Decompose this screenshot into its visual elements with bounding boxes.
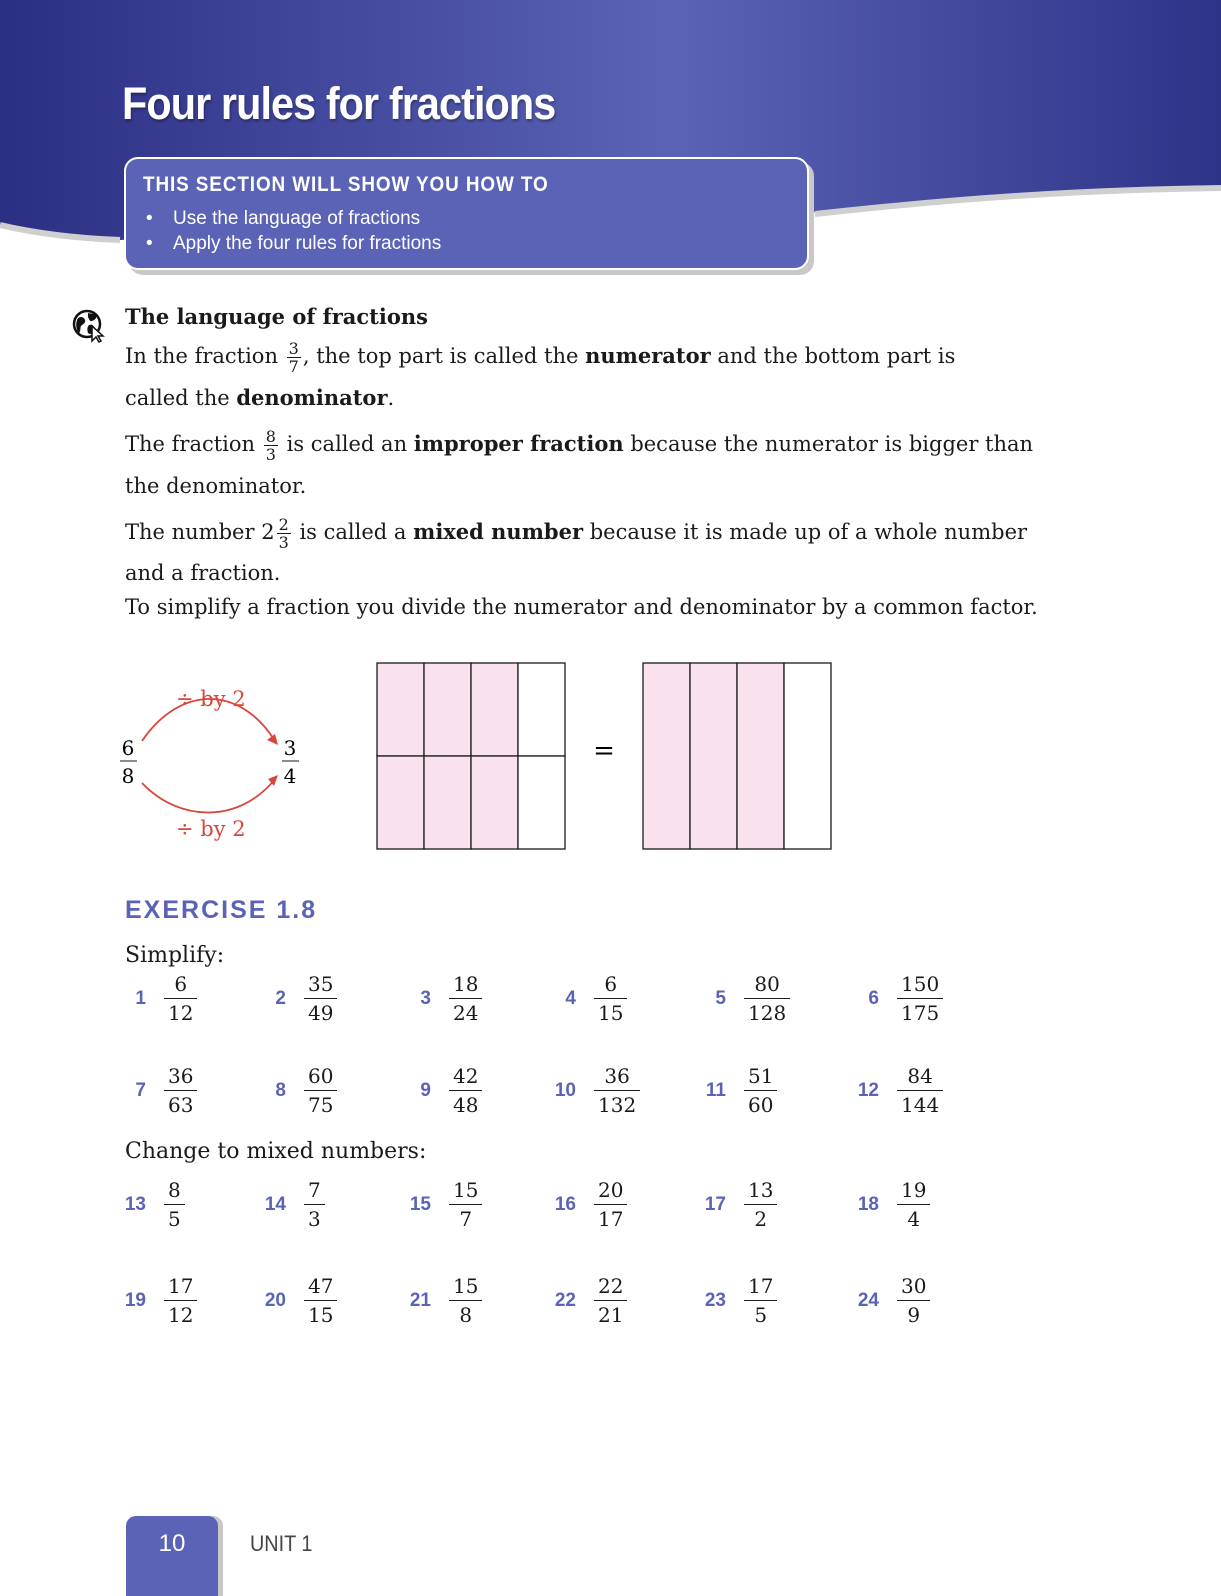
- globe-cursor-icon: [72, 309, 106, 343]
- denominator: 60: [748, 1093, 774, 1117]
- unit-label: UNIT 1: [250, 1531, 313, 1556]
- text: because the numerator is bigger than: [630, 432, 1034, 456]
- numerator: 42: [449, 1062, 482, 1091]
- numerator: 60: [304, 1062, 337, 1091]
- question-fraction: [744, 970, 790, 1027]
- numerator: 17: [744, 1272, 777, 1301]
- question-number: 22: [554, 1290, 576, 1311]
- numerator: 80: [744, 970, 790, 999]
- grid-three-quarters: [643, 663, 831, 849]
- question-fraction: [164, 1272, 197, 1329]
- text: is called a: [299, 520, 407, 544]
- simplify-label: Simplify:: [125, 943, 225, 968]
- divide-label-bottom: ÷ by 2: [176, 817, 246, 841]
- denominator: 12: [168, 1001, 194, 1025]
- numerator: 51: [744, 1062, 777, 1091]
- question-number: 19: [124, 1290, 146, 1311]
- denominator: 2: [754, 1207, 768, 1231]
- question-number: 6: [868, 988, 879, 1009]
- numerator: 84: [897, 1062, 943, 1091]
- left-denominator: 8: [121, 764, 135, 788]
- question-fraction: [594, 1062, 640, 1119]
- denominator: 3: [265, 445, 276, 464]
- denominator: 75: [308, 1093, 334, 1117]
- question-number: 4: [565, 988, 576, 1009]
- question-number: 16: [554, 1194, 576, 1215]
- question-number: 17: [704, 1194, 726, 1215]
- question-number: 8: [275, 1080, 286, 1101]
- paragraph-mixed-line2: [125, 561, 280, 585]
- question-number: 21: [409, 1290, 431, 1311]
- term-mixed-number: mixed number: [413, 519, 584, 544]
- paragraph-improper-line2: [125, 474, 306, 498]
- numerator: 8: [164, 1176, 185, 1205]
- text: , the top part is called the: [302, 344, 579, 368]
- denominator: 132: [598, 1093, 637, 1117]
- question-number: 2: [275, 988, 286, 1009]
- paragraph-improper: [125, 428, 1033, 463]
- question-fraction: [304, 1272, 337, 1329]
- question-fraction: [594, 1176, 627, 1233]
- objective-item: • Use the language of fractions: [144, 206, 441, 231]
- numerator: 7: [304, 1176, 325, 1205]
- numerator: 6: [164, 970, 197, 999]
- denominator: 5: [168, 1207, 181, 1231]
- question-fraction: [897, 1272, 930, 1329]
- question-fraction: [744, 1062, 777, 1119]
- text: The fraction: [125, 432, 256, 456]
- denominator: 63: [168, 1093, 194, 1117]
- paragraph-numerator-line2: [125, 385, 394, 410]
- page-title: Four rules for fractions: [122, 78, 556, 129]
- denominator: 4: [907, 1207, 921, 1231]
- numerator: 22: [594, 1272, 627, 1301]
- denominator: 48: [453, 1093, 479, 1117]
- numerator: 47: [304, 1272, 337, 1301]
- numerator: 13: [744, 1176, 777, 1205]
- question-number: 23: [704, 1290, 726, 1311]
- question-fraction: [304, 970, 337, 1027]
- denominator: 3: [308, 1207, 321, 1231]
- text: the denominator.: [125, 474, 307, 498]
- question-fraction: [897, 1176, 930, 1233]
- denominator: 5: [754, 1303, 768, 1327]
- denominator: 15: [598, 1001, 624, 1025]
- question-fraction: [164, 1176, 185, 1233]
- denominator: 12: [168, 1303, 194, 1327]
- numerator: 18: [449, 970, 482, 999]
- question-number: 9: [420, 1080, 431, 1101]
- denominator: 175: [901, 1001, 940, 1025]
- text: because it is made up of a whole number: [589, 520, 1028, 544]
- equals-sign: =: [593, 736, 615, 766]
- right-numerator: 3: [283, 736, 297, 760]
- question-number: 14: [264, 1194, 286, 1215]
- language-subheading: The language of fractions: [125, 304, 428, 329]
- numerator: 150: [897, 970, 943, 999]
- term-denominator: denominator: [236, 385, 388, 410]
- question-fraction: [744, 1272, 777, 1329]
- paragraph-mixed: [125, 516, 1027, 551]
- question-fraction: [744, 1176, 777, 1233]
- denominator: 9: [907, 1303, 921, 1327]
- text: is called an: [286, 432, 408, 456]
- denominator: 21: [598, 1303, 624, 1327]
- question-number: 3: [420, 988, 431, 1009]
- question-fraction: [897, 970, 943, 1027]
- text: In the fraction: [125, 344, 278, 368]
- question-fraction: [164, 1062, 197, 1119]
- term-numerator: numerator: [585, 343, 711, 368]
- question-fraction: [594, 1272, 627, 1329]
- numerator: 19: [897, 1176, 930, 1205]
- question-number: 15: [409, 1194, 431, 1215]
- numerator: 30: [897, 1272, 930, 1301]
- text: and the bottom part is: [717, 344, 956, 368]
- denominator: 24: [453, 1001, 479, 1025]
- question-number: 11: [705, 1080, 726, 1101]
- text: .: [387, 386, 395, 410]
- section-objectives-box: [124, 157, 809, 270]
- divide-label-top: ÷ by 2: [176, 687, 246, 711]
- numerator: 36: [594, 1062, 640, 1091]
- whole-part: 2: [261, 520, 275, 544]
- objectives-list: [144, 206, 441, 256]
- simplify-diagram: [110, 655, 850, 855]
- question-number: 20: [264, 1290, 286, 1311]
- question-fraction: [449, 1272, 482, 1329]
- page-number: 10: [158, 1530, 186, 1557]
- denominator: 7: [288, 357, 299, 376]
- term-improper-fraction: improper fraction: [413, 431, 624, 456]
- numerator: 6: [594, 970, 627, 999]
- grid-six-eighths: [377, 663, 565, 849]
- denominator: 17: [598, 1207, 624, 1231]
- question-fraction: [897, 1062, 943, 1119]
- fraction-8-3: [264, 428, 278, 463]
- numerator: 20: [594, 1176, 627, 1205]
- arrow-bottom: [142, 779, 275, 813]
- numerator: 8: [265, 427, 276, 446]
- question-fraction: [304, 1176, 325, 1233]
- question-number: 1: [135, 988, 146, 1009]
- section-heading: THIS SECTION WILL SHOW YOU HOW TO: [143, 173, 549, 196]
- question-number: 18: [857, 1194, 879, 1215]
- paragraph-simplify: To simplify a fraction you divide the numerator and denominator by a common factor.: [125, 595, 1038, 619]
- denominator: 15: [308, 1303, 334, 1327]
- denominator: 3: [278, 533, 289, 552]
- numerator: 3: [288, 339, 299, 358]
- denominator: 144: [901, 1093, 940, 1117]
- numerator: 15: [449, 1272, 482, 1301]
- question-fraction: [449, 970, 482, 1027]
- question-fraction: [164, 970, 197, 1027]
- text: and a fraction.: [125, 561, 281, 585]
- question-fraction: [449, 1062, 482, 1119]
- question-number: 10: [554, 1080, 576, 1101]
- numerator: 17: [164, 1272, 197, 1301]
- question-fraction: [449, 1176, 482, 1233]
- denominator: 128: [748, 1001, 787, 1025]
- text: The number: [125, 520, 255, 544]
- fraction-2-3: [277, 516, 291, 551]
- denominator: 8: [459, 1303, 473, 1327]
- denominator: 7: [459, 1207, 473, 1231]
- left-numerator: 6: [121, 736, 135, 760]
- fraction-3-7: [287, 340, 301, 375]
- denominator: 49: [308, 1001, 334, 1025]
- question-number: 13: [124, 1194, 146, 1215]
- numerator: 36: [164, 1062, 197, 1091]
- question-fraction: [594, 970, 627, 1027]
- question-number: 5: [715, 988, 726, 1009]
- question-number: 24: [857, 1290, 879, 1311]
- numerator: 35: [304, 970, 337, 999]
- mixed-numbers-label: Change to mixed numbers:: [125, 1139, 427, 1164]
- exercise-title: EXERCISE 1.8: [125, 896, 318, 924]
- right-denominator: 4: [283, 764, 297, 788]
- page-number-tab: [126, 1516, 218, 1596]
- numerator: 2: [278, 515, 289, 534]
- paragraph-numerator: [125, 340, 955, 375]
- question-number: 12: [857, 1080, 879, 1101]
- question-fraction: [304, 1062, 337, 1119]
- question-number: 7: [135, 1080, 146, 1101]
- objective-item: • Apply the four rules for fractions: [144, 231, 441, 256]
- text: called the: [125, 386, 230, 410]
- numerator: 15: [449, 1176, 482, 1205]
